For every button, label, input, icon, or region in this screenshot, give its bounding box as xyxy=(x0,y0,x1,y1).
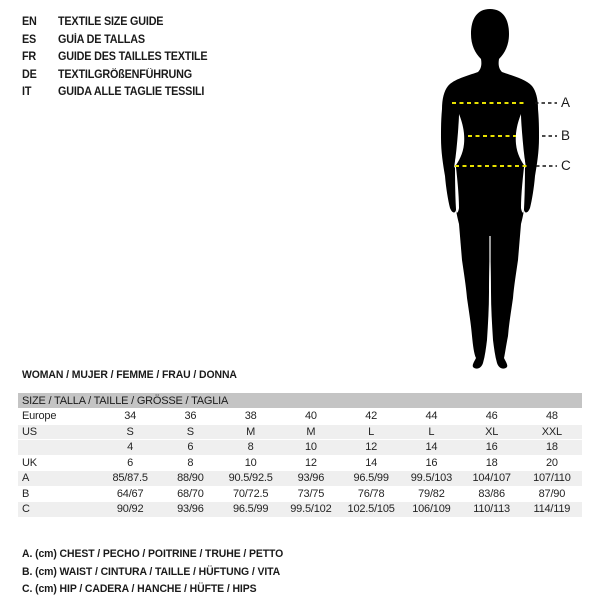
table-cell: 64/67 xyxy=(100,486,160,502)
marker-label-c: C xyxy=(561,158,571,173)
table-cell: S xyxy=(160,424,220,440)
language-row-it xyxy=(22,84,217,102)
table-row-waist-b xyxy=(18,486,582,502)
language-label: GUÍA DE TALLAS xyxy=(58,33,145,46)
woman-silhouette-figure xyxy=(428,6,578,370)
table-cell: 16 xyxy=(462,440,522,456)
table-cell: 96.5/99 xyxy=(341,471,401,487)
table-cell: M xyxy=(281,424,341,440)
table-cell: 6 xyxy=(160,440,220,456)
language-code: FR xyxy=(22,51,37,63)
table-cell: S xyxy=(100,424,160,440)
row-label: US xyxy=(18,424,100,440)
language-label: TEXTILGRÖßENFÜHRUNG xyxy=(58,68,192,81)
language-row-es xyxy=(22,32,217,50)
table-cell: 46 xyxy=(462,409,522,425)
language-code: DE xyxy=(22,68,37,81)
table-cell: 12 xyxy=(341,440,401,456)
table-cell: 106/109 xyxy=(401,502,461,518)
table-cell: 40 xyxy=(281,409,341,425)
measurement-legend xyxy=(22,546,297,599)
language-label: GUIDE DES TAILLES TEXTILE xyxy=(58,51,208,63)
table-cell: M xyxy=(221,424,281,440)
table-cell: 96.5/99 xyxy=(221,502,281,518)
table-cell: 99.5/102 xyxy=(281,502,341,518)
table-cell: 4 xyxy=(100,440,160,456)
row-label: Europe xyxy=(18,409,100,425)
table-cell: L xyxy=(401,424,461,440)
table-cell: 83/86 xyxy=(462,486,522,502)
woman-silhouette-icon xyxy=(428,6,578,370)
table-row-uk xyxy=(18,455,582,471)
language-code: IT xyxy=(22,86,32,98)
table-cell: 99.5/103 xyxy=(401,471,461,487)
table-cell: 18 xyxy=(462,455,522,471)
language-code: EN xyxy=(22,16,37,28)
marker-label-a: A xyxy=(561,95,571,110)
language-row-en xyxy=(22,14,217,32)
table-cell: 73/75 xyxy=(281,486,341,502)
table-cell: 44 xyxy=(401,409,461,425)
table-cell: 8 xyxy=(160,455,220,471)
table-cell: XL xyxy=(462,424,522,440)
size-table-header-row xyxy=(18,393,582,409)
row-label: UK xyxy=(18,455,100,471)
language-title-block xyxy=(22,14,217,102)
table-cell: 110/113 xyxy=(462,502,522,518)
language-row-fr xyxy=(22,49,217,67)
legend-line-chest: A. (cm) CHEST / PECHO / POITRINE / TRUHE / PETTO xyxy=(22,548,284,560)
table-row-chest-a xyxy=(18,471,582,487)
table-cell: 10 xyxy=(221,455,281,471)
row-label: B xyxy=(18,486,100,502)
language-row-de xyxy=(22,67,217,85)
table-cell: 68/70 xyxy=(160,486,220,502)
size-table-container xyxy=(18,393,582,518)
table-cell: 70/72.5 xyxy=(221,486,281,502)
table-cell: 16 xyxy=(401,455,461,471)
legend-line-hip: C. (cm) HIP / CADERA / HANCHE / HÜFTE / HIPS xyxy=(22,583,257,595)
row-label: A xyxy=(18,471,100,487)
marker-label-b: B xyxy=(561,128,571,143)
table-cell: 85/87.5 xyxy=(100,471,160,487)
table-cell: 18 xyxy=(522,440,582,456)
table-cell: 102.5/105 xyxy=(341,502,401,518)
table-cell: 34 xyxy=(100,409,160,425)
table-cell: 38 xyxy=(221,409,281,425)
size-table-header: SIZE / TALLA / TAILLE / GRÖSSE / TAGLIA xyxy=(18,393,582,409)
row-label: C xyxy=(18,502,100,518)
table-cell: 93/96 xyxy=(281,471,341,487)
row-label xyxy=(18,440,100,456)
table-cell: 48 xyxy=(522,409,582,425)
table-cell: 90/92 xyxy=(100,502,160,518)
table-cell: 10 xyxy=(281,440,341,456)
table-group-title: WOMAN / MUJER / FEMME / FRAU / DONNA xyxy=(22,369,237,381)
table-cell: 90.5/92.5 xyxy=(221,471,281,487)
language-code: ES xyxy=(22,33,37,46)
table-row-us-numbers xyxy=(18,440,582,456)
size-table xyxy=(18,393,582,518)
table-cell: 104/107 xyxy=(462,471,522,487)
table-cell: 107/110 xyxy=(522,471,582,487)
language-label: GUIDA ALLE TAGLIE TESSILI xyxy=(58,86,205,98)
table-row-hip-c xyxy=(18,502,582,518)
table-cell: 93/96 xyxy=(160,502,220,518)
table-cell: 79/82 xyxy=(401,486,461,502)
table-row-europe xyxy=(18,409,582,425)
table-row-us-letters xyxy=(18,424,582,440)
language-label: TEXTILE SIZE GUIDE xyxy=(58,16,164,28)
table-cell: 88/90 xyxy=(160,471,220,487)
table-cell: 8 xyxy=(221,440,281,456)
table-cell: 76/78 xyxy=(341,486,401,502)
table-cell: 42 xyxy=(341,409,401,425)
table-cell: 12 xyxy=(281,455,341,471)
table-cell: XXL xyxy=(522,424,582,440)
table-cell: 36 xyxy=(160,409,220,425)
table-cell: 20 xyxy=(522,455,582,471)
table-cell: 14 xyxy=(341,455,401,471)
table-cell: 114/119 xyxy=(522,502,582,518)
table-cell: 14 xyxy=(401,440,461,456)
table-cell: 6 xyxy=(100,455,160,471)
table-cell: 87/90 xyxy=(522,486,582,502)
table-cell: L xyxy=(341,424,401,440)
legend-line-waist: B. (cm) WAIST / CINTURA / TAILLE / HÜFTUNG / VITA xyxy=(22,565,281,578)
